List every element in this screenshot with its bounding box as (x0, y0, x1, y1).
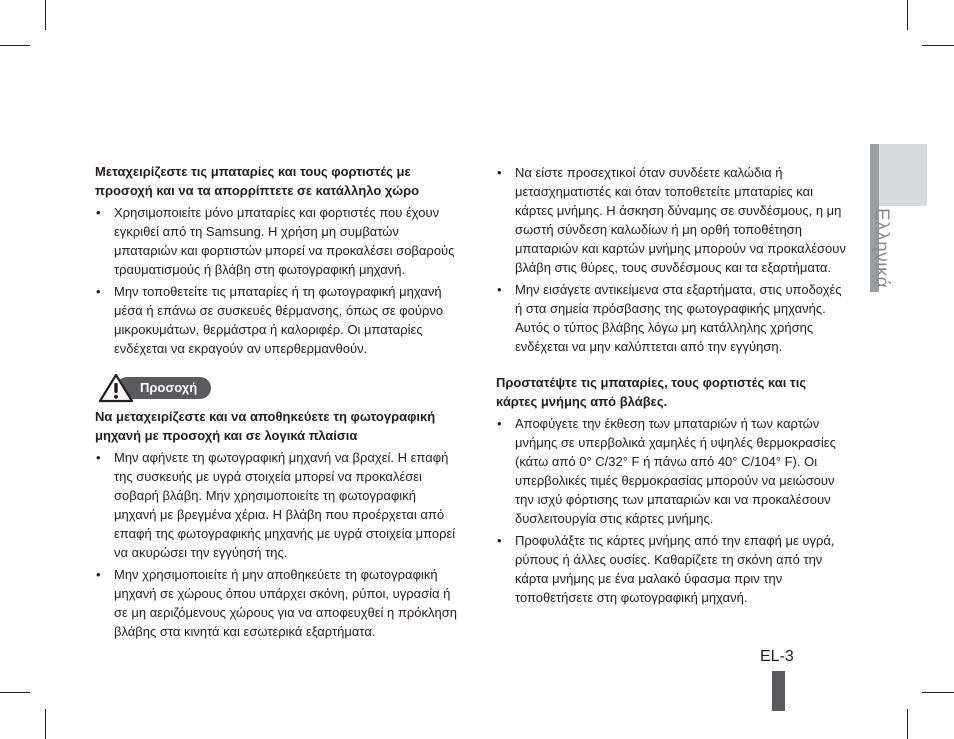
page-number: EL-3 (760, 648, 794, 665)
left-column (95, 162, 461, 641)
bullet-list-camera-handling (95, 448, 461, 641)
bullet-list-battery-care (95, 203, 461, 358)
crop-mark-bottom-left-v (45, 709, 46, 739)
crop-mark-top-left-h (0, 45, 30, 46)
language-label: Ελληνικά (871, 208, 892, 289)
crop-mark-top-right-h (922, 45, 954, 46)
list-item: • Προφυλάξτε τις κάρτες μνήμης από την επαφή με υγρά, ρύπους ή άλλες ουσίες. Καθαρίζετε τη σκόνη από την κάρτα μνήμης με ένα μαλακό ύφασμα πριν την τοποθετήσετε στη φωτογραφική μηχανή. (496, 531, 848, 607)
section-heading-protect-batteries: Προστατέψτε τις μπαταρίες, τους φορτιστές και τις κάρτες μνήμης από βλάβες. (496, 375, 807, 409)
crop-mark-bottom-right-h (922, 692, 954, 693)
crop-mark-top-right-v (907, 0, 908, 30)
bullet-list-protect-batteries (496, 414, 848, 607)
section-heading-battery-care: Μεταχειρίζεστε τις μπαταρίες και τους φορτιστές με προσοχή και να τα απορρίπτετε σε κατάλληλο χώρο (95, 164, 420, 198)
crop-mark-top-left-v (45, 0, 46, 30)
right-column (496, 163, 848, 607)
list-item: • Χρησιμοποιείτε μόνο μπαταρίες και φορτιστές που έχουν εγκριθεί από τη Samsung. Η χρήση μη συμβατών μπαταριών και φορτιστών μπορεί να προκαλέσει σοβαρούς τραυματισμούς ή βλάβη στη φωτογραφική μηχανή. (95, 203, 461, 279)
caution-pill: Προσοχή (116, 377, 211, 399)
crop-mark-bottom-left-h (0, 692, 30, 693)
warning-triangle-icon (98, 373, 134, 403)
crop-mark-bottom-right-v (907, 709, 908, 739)
list-item: • Μην εισάγετε αντικείμενα στα εξαρτήματα, στις υποδοχές ή στα σημεία πρόσβασης της φωτογραφικής μηχανής. Αυτός ο τύπος βλάβης λόγω μη κατάλληλης χρήσης ενδέχεται να μην καλύπτεται από την εγγύηση. (496, 280, 848, 356)
list-item: • Μην χρησιμοποιείτε ή μην αποθηκεύετε τη φωτογραφική μηχανή σε χώρους όπου υπάρχει σκόνη, ρύποι, υγρασία ή σε μη αεριζόμενους χώρους για να αποφευχθεί η πρόκληση βλάβης στα κινητά και εσωτερικά εξαρτήματα. (95, 565, 461, 641)
caution-label (98, 373, 461, 403)
bullet-list-connections (496, 163, 848, 356)
section-heading-camera-handling: Να μεταχειρίζεστε και να αποθηκεύετε τη φωτογραφική μηχανή με προσοχή και σε λογικά πλαίσια (95, 409, 436, 443)
page-number-bar (772, 671, 785, 711)
list-item: • Μην τοποθετείτε τις μπαταρίες ή τη φωτογραφική μηχανή μέσα ή επάνω σε συσκευές θέρμανσης, όπως σε φούρνο μικροκυμάτων, θερμάστρα ή καλοριφέρ. Οι μπαταρίες ενδέχεται να εκραγούν αν υπερθερμανθούν. (95, 282, 461, 358)
list-item: • Μην αφήνετε τη φωτογραφική μηχανή να βραχεί. Η επαφή της συσκευής με υγρά στοιχεία μπορεί να προκαλέσει σοβαρή βλάβη. Μην χρησιμοποιείτε τη φωτογραφική μηχανή με βρεγμένα χέρια. Η βλάβη που προέρχεται από επαφή της φωτογραφικής μηχανής με υγρά στοιχεία μπορεί να ακυρώσει την εγγύησή της. (95, 448, 461, 562)
list-item: • Να είστε προσεχτικοί όταν συνδέετε καλώδια ή μετασχηματιστές και όταν τοποθετείτε μπαταρίες και κάρτες μνήμης. Η άσκηση δύναμης σε συνδέσμους, η μη σωστή σύνδεση καλωδίων ή μη ορθή τοποθέτηση μπαταριών και καρτών μνήμης μπορούν να προκαλέσουν βλάβη στις θύρες, τους συνδέσμους και τα εξαρτήματα. (496, 163, 848, 277)
list-item: • Αποφύγετε την έκθεση των μπαταριών ή των καρτών μνήμης σε υπερβολικά χαμηλές ή υψηλές θερμοκρασίες (κάτω από 0° C/32° F ή πάνω από 40° C/104° F). Οι υπερβολικές τιμές θερμοκρασίας μπορούν να μειώσουν την ισχύ φόρτισης των μπαταριών και να προκαλέσουν δυσλειτουργία στις κάρτες μνήμης. (496, 414, 848, 528)
